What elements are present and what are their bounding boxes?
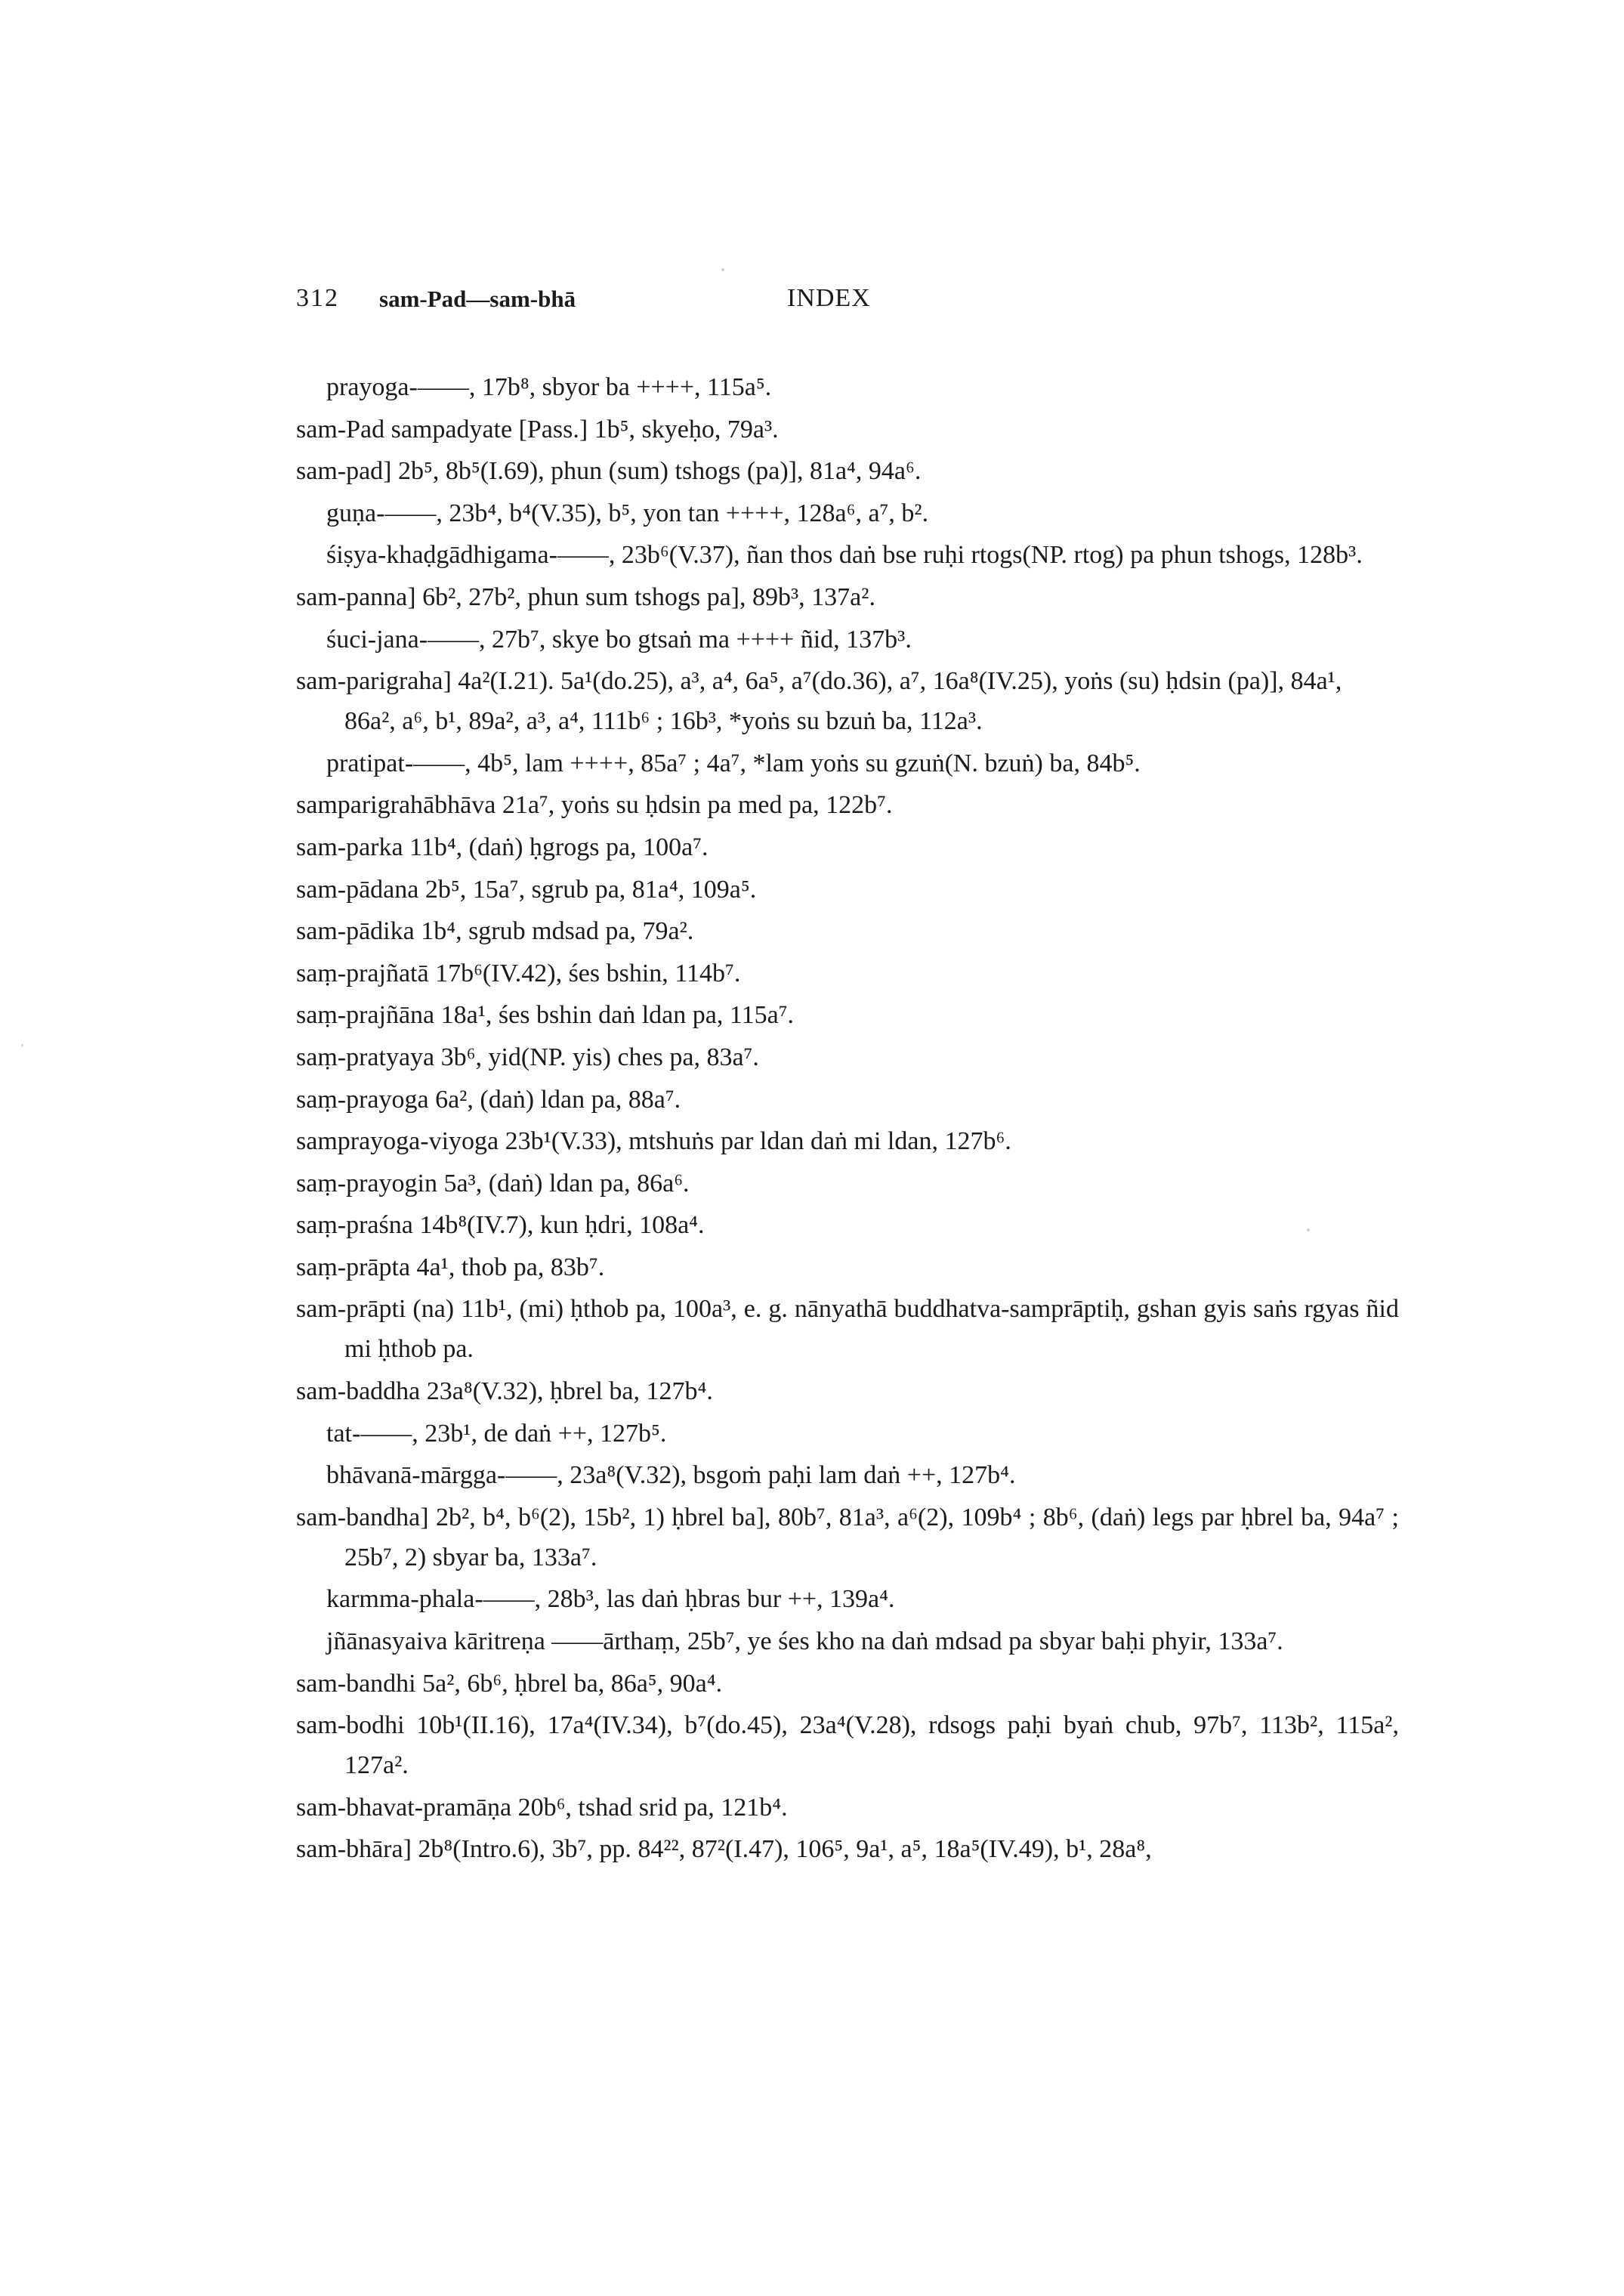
index-entry: saṃ-prayoga 6a², (daṅ) ldan pa, 88a⁷. [296, 1085, 681, 1114]
index-entry: sam-pad] 2b⁵, 8b⁵(I.69), phun (sum) tshogs (pa)], 81a⁴, 94a⁶. [296, 457, 922, 486]
index-entry: sam-baddha 23a⁸(V.32), ḥbrel ba, 127b⁴. [296, 1377, 713, 1406]
index-subentry: prayoga-——, 17b⁸, sbyor ba ++++, 115a⁵. [326, 373, 772, 401]
index-subentry: jñānasyaiva kāritreṇa ——ārthaṃ, 25b⁷, ye śes kho na daṅ mdsad pa sbyar baḥi phyir, 133a⁷. [326, 1627, 1283, 1656]
index-entry: sam-pādika 1b⁴, sgrub mdsad pa, 79a². [296, 917, 694, 946]
index-subentry: tat-——, 23b¹, de daṅ ++, 127b⁵. [326, 1419, 667, 1448]
scan-speck [1307, 1228, 1310, 1231]
index-entry: sam-pādana 2b⁵, 15a⁷, sgrub pa, 81a⁴, 109a⁵. [296, 875, 757, 904]
index-entry: sam-bhāra] 2b⁸(Intro.6), 3b⁷, pp. 84²², 87²(I.47), 106⁵, 9a¹, a⁵, 18a⁵(IV.49), b¹, 28a⁸, [296, 1835, 1152, 1864]
index-entry: saṃ-prayogin 5a³, (daṅ) ldan pa, 86a⁶. [296, 1169, 690, 1197]
page-header [296, 284, 1399, 320]
index-entry: saṃ-praśna 14b⁸(IV.7), kun ḥdri, 108a⁴. [296, 1211, 705, 1240]
index-entry: saṃ-prajñatā 17b⁶(IV.42), śes bshin, 114b⁷. [296, 959, 741, 987]
index-entry: sam-parka 11b⁴, (daṅ) ḥgrogs pa, 100a⁷. [296, 833, 709, 861]
section-title: INDEX [787, 284, 871, 312]
index-entries [296, 367, 1399, 1871]
index-entry: sam-Pad sampadyate [Pass.] 1b⁵, skyeḥo, 79a³. [296, 415, 779, 443]
index-entry: sam-bhavat-pramāṇa 20b⁶, tshad srid pa, 121b⁴. [296, 1793, 788, 1822]
index-entry: sam-bodhi 10b¹(II.16), 17a⁴(IV.34), b⁷(do.45), 23a⁴(V.28), rdsogs paḥi byaṅ chub, 97b⁷, 113b², 115a², 127a². [296, 1711, 1399, 1780]
index-entry: sam-bandha] 2b², b⁴, b⁶(2), 15b², 1) ḥbrel ba], 80b⁷, 81a³, a⁶(2), 109b⁴ ; 8b⁶, (daṅ) legs par ḥbrel ba, 94a⁷ ; 25b⁷, 2) sbyar ba, 133a⁷. [296, 1503, 1399, 1571]
index-subentry: śiṣya-khaḍgādhigama-——, 23b⁶(V.37), ñan thos daṅ bse ruḥi rtogs(NP. rtog) pa phun tshogs, 128b³. [326, 541, 1363, 570]
index-entry: samparigrahābhāva 21a⁷, yoṅs su ḥdsin pa med pa, 122b⁷. [296, 791, 893, 820]
index-entry: sam-parigraha] 4a²(I.21). 5a¹(do.25), a³, a⁴, 6a⁵, a⁷(do.36), a⁷, 16a⁸(IV.25), yoṅs (su) ḥdsin (pa)], 84a¹, 86a², a⁶, b¹, 89a², a³, a⁴, 111b⁶ ; 16b³, *yoṅs su bzuṅ ba, 112a³. [296, 667, 1342, 736]
index-subentry: guṇa-——, 23b⁴, b⁴(V.35), b⁵, yon tan ++++, 128a⁶, a⁷, b². [326, 499, 929, 527]
running-head: sam-Pad—sam-bhā [379, 286, 576, 312]
index-subentry: bhāvanā-mārgga-——, 23a⁸(V.32), bsgoṁ paḥi lam daṅ ++, 127b⁴. [326, 1461, 1016, 1490]
scan-speck [21, 1044, 23, 1046]
index-entry: saṃ-prajñāna 18a¹, śes bshin daṅ ldan pa, 115a⁷. [296, 1001, 795, 1030]
scan-speck [721, 268, 724, 271]
index-entry: saṃ-prāpta 4a¹, thob pa, 83b⁷. [296, 1253, 605, 1281]
index-entry: samprayoga-viyoga 23b¹(V.33), mtshuṅs par ldan daṅ mi ldan, 127b⁶. [296, 1127, 1011, 1156]
index-entry: sam-bandhi 5a², 6b⁶, ḥbrel ba, 86a⁵, 90a⁴. [296, 1669, 723, 1698]
index-subentry: pratipat-——, 4b⁵, lam ++++, 85a⁷ ; 4a⁷, *lam yoṅs su gzuṅ(N. bzuṅ) ba, 84b⁵. [326, 749, 1141, 777]
index-subentry: karmma-phala-——, 28b³, las daṅ ḥbras bur ++, 139a⁴. [326, 1585, 895, 1614]
index-subentry: śuci-jana-——, 27b⁷, skye bo gtsaṅ ma ++++ ñid, 137b³. [326, 625, 912, 654]
page-number: 312 [296, 284, 339, 312]
index-entry: saṃ-pratyaya 3b⁶, yid(NP. yis) ches pa, 83a⁷. [296, 1043, 759, 1071]
index-entry: sam-panna] 6b², 27b², phun sum tshogs pa], 89b³, 137a². [296, 582, 875, 611]
index-entry: sam-prāpti (na) 11b¹, (mi) ḥthob pa, 100a³, e. g. nānyathā buddhatva-samprāptiḥ, gshan gyis saṅs rgyas ñid mi ḥthob pa. [296, 1295, 1399, 1364]
